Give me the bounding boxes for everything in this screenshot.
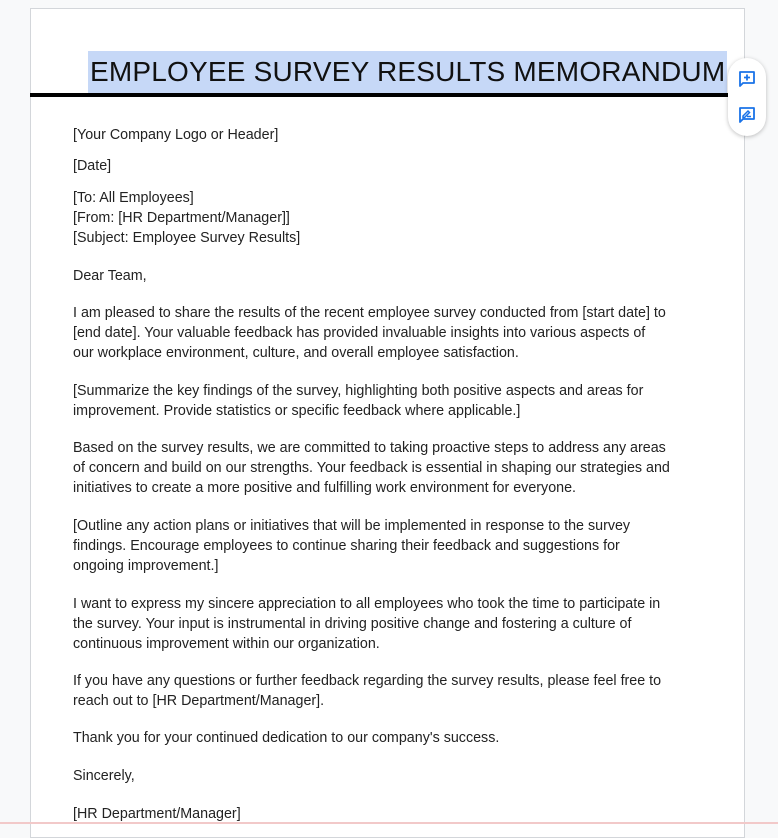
text-line: [Date] [73, 158, 112, 174]
suggest-edit-button[interactable] [737, 105, 757, 125]
text-line: improvement. Provide statistics or specific feedback where applicable.] [73, 403, 521, 419]
text-line: Dear Team, [73, 268, 147, 284]
text-line: [Outline any action plans or initiatives that will be implemented in response to the survey [73, 518, 631, 534]
text-line: findings. Encourage employees to continue sharing their feedback and suggestions for [73, 538, 620, 554]
paragraph[interactable] [73, 671, 713, 711]
title-selection[interactable] [88, 51, 727, 93]
text-line: I am pleased to share the results of the recent employee survey conducted from [start date] to [73, 305, 666, 321]
paragraph[interactable] [73, 516, 713, 576]
text-line: continuous improvement within our organization. [73, 636, 380, 652]
suggest-edit-icon [737, 105, 757, 125]
paragraph[interactable] [73, 156, 713, 176]
document-title[interactable]: EMPLOYEE SURVEY RESULTS MEMORANDUM [90, 56, 726, 87]
paragraph[interactable] [73, 804, 713, 824]
text-line: [To: All Employees] [73, 190, 194, 206]
text-line: [Summarize the key findings of the survey, highlighting both positive aspects and areas for [73, 383, 644, 399]
text-line: Sincerely, [73, 768, 135, 784]
title-rule [30, 93, 728, 97]
paragraph[interactable] [73, 381, 713, 421]
text-line: of concern and build on our strengths. Your feedback is essential in shaping our strategies and [73, 460, 670, 476]
text-line: [end date]. Your valuable feedback has provided invaluable insights into various aspects of [73, 325, 646, 341]
paragraph[interactable] [73, 766, 713, 786]
paragraph[interactable] [73, 188, 713, 248]
paragraph[interactable] [73, 438, 713, 498]
text-line: initiatives to create a more positive and fulfilling work environment for everyone. [73, 480, 577, 496]
text-line: the survey. Your input is instrumental in driving positive change and fostering a culture of [73, 616, 632, 632]
add-comment-button[interactable] [737, 69, 757, 89]
add-comment-icon [737, 69, 757, 89]
text-line: [Subject: Employee Survey Results] [73, 230, 301, 246]
text-line: [Your Company Logo or Header] [73, 127, 279, 143]
text-line: our workplace environment, culture, and overall employee satisfaction. [73, 345, 519, 361]
paragraph[interactable] [73, 125, 713, 145]
text-line: reach out to [HR Department/Manager]. [73, 693, 325, 709]
paragraph[interactable] [73, 728, 713, 748]
text-line: Thank you for your continued dedication to our company's success. [73, 730, 500, 746]
text-line: I want to express my sincere appreciation to all employees who took the time to participate in [73, 596, 661, 612]
paragraph[interactable] [73, 303, 713, 363]
paragraph[interactable] [73, 594, 713, 654]
paragraph[interactable] [73, 266, 713, 286]
text-line: Based on the survey results, we are committed to taking proactive steps to address any areas [73, 440, 666, 456]
floating-actions [728, 58, 766, 136]
text-line: [HR Department/Manager] [73, 806, 241, 822]
text-line: If you have any questions or further feedback regarding the survey results, please feel free to [73, 673, 662, 689]
text-line: ongoing improvement.] [73, 558, 219, 574]
text-line: [From: [HR Department/Manager]] [73, 210, 290, 226]
